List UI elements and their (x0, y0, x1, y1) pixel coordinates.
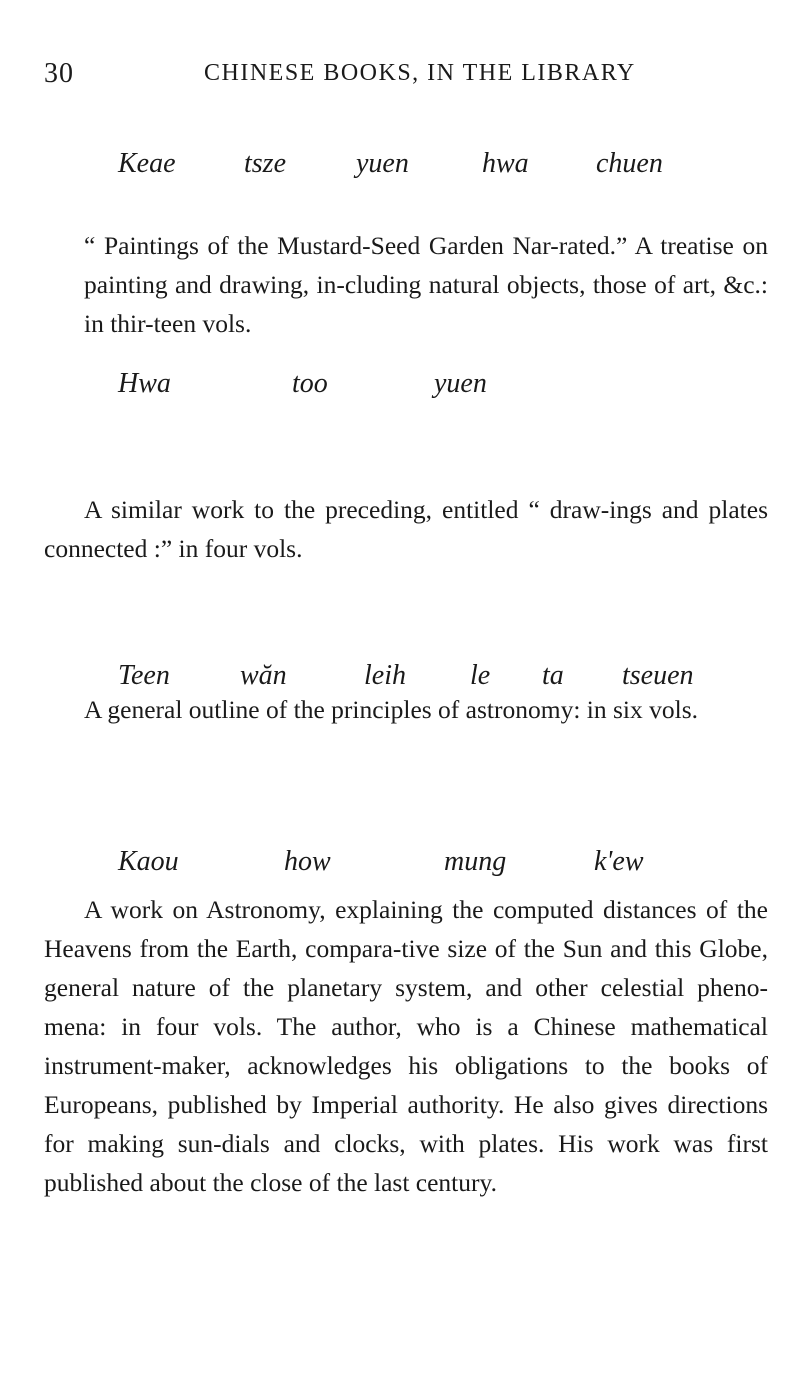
title-word: hwa (482, 148, 529, 179)
title-word: ta (542, 660, 564, 691)
entry-title (0, 368, 801, 408)
title-word: leih (364, 660, 406, 691)
title-word: mung (444, 846, 507, 877)
entry-title (0, 846, 801, 886)
title-word: Hwa (118, 368, 171, 399)
running-title: CHINESE BOOKS, IN THE LIBRARY (204, 60, 636, 86)
title-word: Keae (118, 148, 176, 179)
title-word: chuen (596, 148, 663, 179)
title-word: too (292, 368, 328, 399)
title-word: tseuen (622, 660, 694, 691)
entry-description: A general outline of the principles of astronomy: in six vols. (84, 695, 699, 724)
title-word: yuen (434, 368, 487, 399)
title-word: yuen (356, 148, 409, 179)
page-number: 30 (44, 58, 74, 89)
title-word: tsze (244, 148, 286, 179)
title-word: le (470, 660, 491, 691)
title-word: k'ew (594, 846, 644, 877)
title-word: Teen (118, 660, 170, 691)
title-word: Kaou (118, 846, 179, 877)
title-word: wăn (240, 660, 287, 691)
entry-title (0, 148, 801, 188)
entry-description: A work on Astronomy, explaining the computed distances of the Heavens from the Earth, compara-tive size of the Sun and this Globe, general nature of the planetary system, and other celestial pheno-mena: in four vols. The author, who is a Chinese mathematical instrument-maker, acknowledges his obligations to the books of Europeans, published by Imperial authority. He also gives directions for making sun-dials and clocks, with plates. His work was first published about the close of the last century. (44, 895, 768, 1197)
entry-description: “ Paintings of the Mustard-Seed Garden Nar-rated.” A treatise on painting and drawing, in-cluding natural objects, those of art, &c.: in thir-teen vols. (84, 231, 768, 338)
title-word: how (284, 846, 331, 877)
running-head (44, 58, 764, 98)
entry-description: A similar work to the preceding, entitled “ draw-ings and plates connected :” in four vols. (44, 495, 768, 563)
